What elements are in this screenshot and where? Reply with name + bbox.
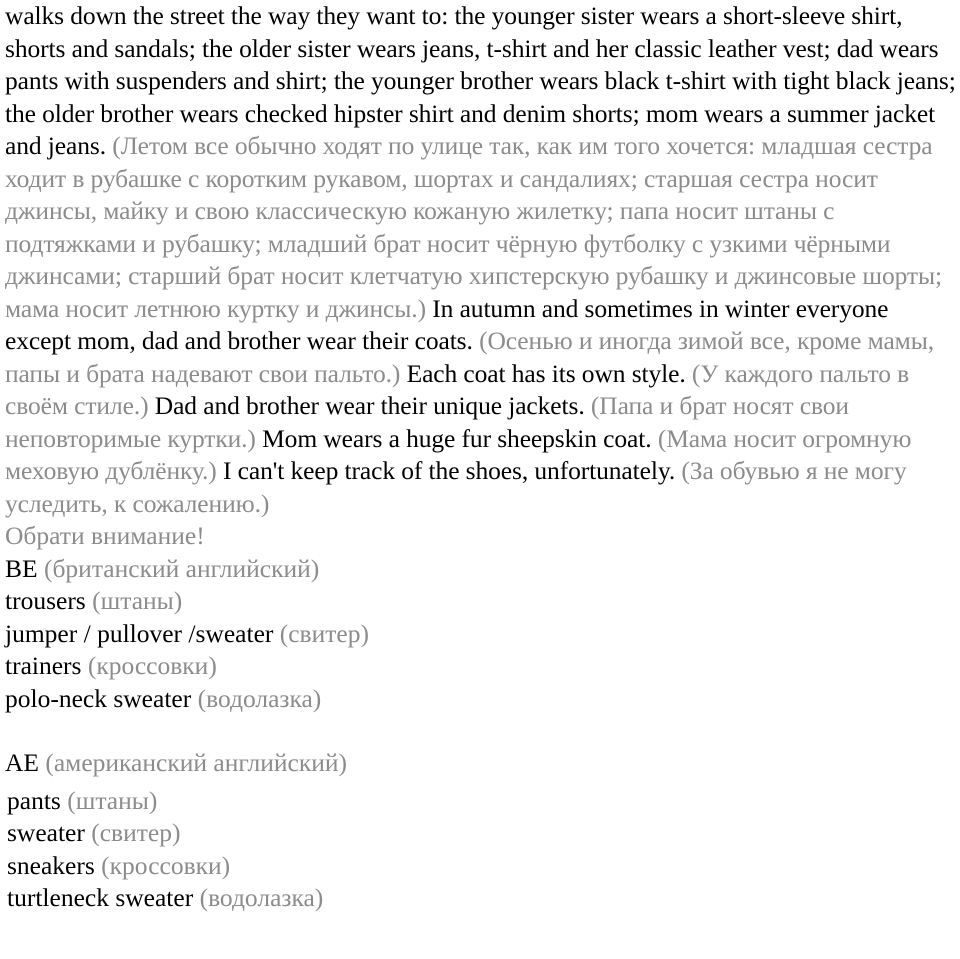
vocab-en: turtleneck sweater bbox=[7, 883, 194, 912]
vocab-ru: (водолазка) bbox=[199, 883, 324, 912]
vocab-en: sweater bbox=[7, 818, 85, 847]
vocab-item bbox=[5, 882, 956, 915]
vocab-ru: (кроссовки) bbox=[87, 651, 217, 680]
text-en: walks down the street the way they want to: the younger sister wears a short-sleeve shirt, shorts and sandals; the older sister wears jeans, t-shirt and her classic leather vest; dad wears pants with suspenders and shirt; the younger brother wears black t-shirt with tight black jeans; the older brother wears checked hipster shirt and denim shorts; mom wears a summer jacket and jeans. bbox=[5, 1, 956, 160]
text-en: Dad and brother wear their unique jackets. bbox=[154, 391, 585, 420]
ae-title bbox=[5, 747, 956, 780]
text-ru: (За обувью я не могу уследить, к сожалению.) bbox=[5, 456, 907, 518]
vocab-ru: (водолазка) bbox=[197, 683, 322, 713]
text-en: Mom wears a huge fur sheepskin coat. bbox=[262, 423, 652, 453]
text-ru: (Мама носит огромную меховую дублёнку.) bbox=[5, 423, 912, 485]
text-ru: (Летом все обычно ходят по улице так, как им того хочется: младшая сестра ходит в рубашке с коротким рукавом, шортах и сандалиях; старшая сестра носит джинсы, майку и свою классическую кожаную жилетку; папа носит штаны с подтяжками и рубашку; младший брат носит чёрную футболку с узкими чёрными джинсами; старший брат носит клетчатую хипстерскую рубашку и джинсовые шорты; мама носит летнюю куртку и джинсы.) bbox=[5, 131, 942, 323]
be-label: BE bbox=[5, 553, 38, 583]
story-paragraph bbox=[5, 0, 956, 520]
vocab-en: polo-neck sweater bbox=[5, 683, 192, 713]
vocab-en: trainers bbox=[5, 651, 82, 680]
vocab-item bbox=[5, 650, 956, 683]
vocab-en: trousers bbox=[5, 586, 86, 615]
text-en: In autumn and sometimes in winter everyone except mom, dad and brother wear their coats. bbox=[5, 293, 889, 355]
vocab-ru: (кроссовки) bbox=[101, 850, 231, 880]
vocab-ru: (штаны) bbox=[67, 785, 158, 815]
vocab-en: pants bbox=[7, 785, 61, 815]
vocab-item bbox=[5, 817, 956, 850]
vocab-item bbox=[5, 785, 956, 818]
vocab-item bbox=[5, 618, 956, 651]
vocab-item bbox=[5, 683, 956, 716]
vocab-ru: (свитер) bbox=[91, 818, 181, 847]
be-vocabulary-list bbox=[5, 553, 956, 716]
text-en: Each coat has its own style. bbox=[406, 358, 686, 388]
be-label-ru: (британский английский) bbox=[43, 553, 320, 583]
text-ru: (Осенью и иногда зимой все, кроме мамы, папы и брата надевают свои пальто.) bbox=[5, 326, 935, 388]
text-en: I can't keep track of the shoes, unfortunately. bbox=[222, 456, 676, 485]
vocab-ru: (свитер) bbox=[279, 618, 369, 648]
spacer bbox=[5, 715, 956, 747]
ae-vocabulary-list bbox=[5, 747, 956, 915]
vocab-item bbox=[5, 850, 956, 883]
ae-label: AE bbox=[5, 748, 39, 777]
vocab-en: jumper / pullover /sweater bbox=[5, 618, 274, 648]
ae-label-ru: (американский английский) bbox=[45, 748, 348, 777]
text-ru: (Папа и брат носят свои неповторимые куртки.) bbox=[5, 391, 849, 453]
note-heading: Обрати внимание! bbox=[5, 521, 205, 550]
text-ru: (У каждого пальто в своём стиле.) bbox=[5, 358, 910, 420]
vocab-ru: (штаны) bbox=[92, 586, 183, 615]
be-title bbox=[5, 553, 956, 586]
vocab-item bbox=[5, 585, 956, 618]
vocab-en: sneakers bbox=[7, 850, 95, 880]
